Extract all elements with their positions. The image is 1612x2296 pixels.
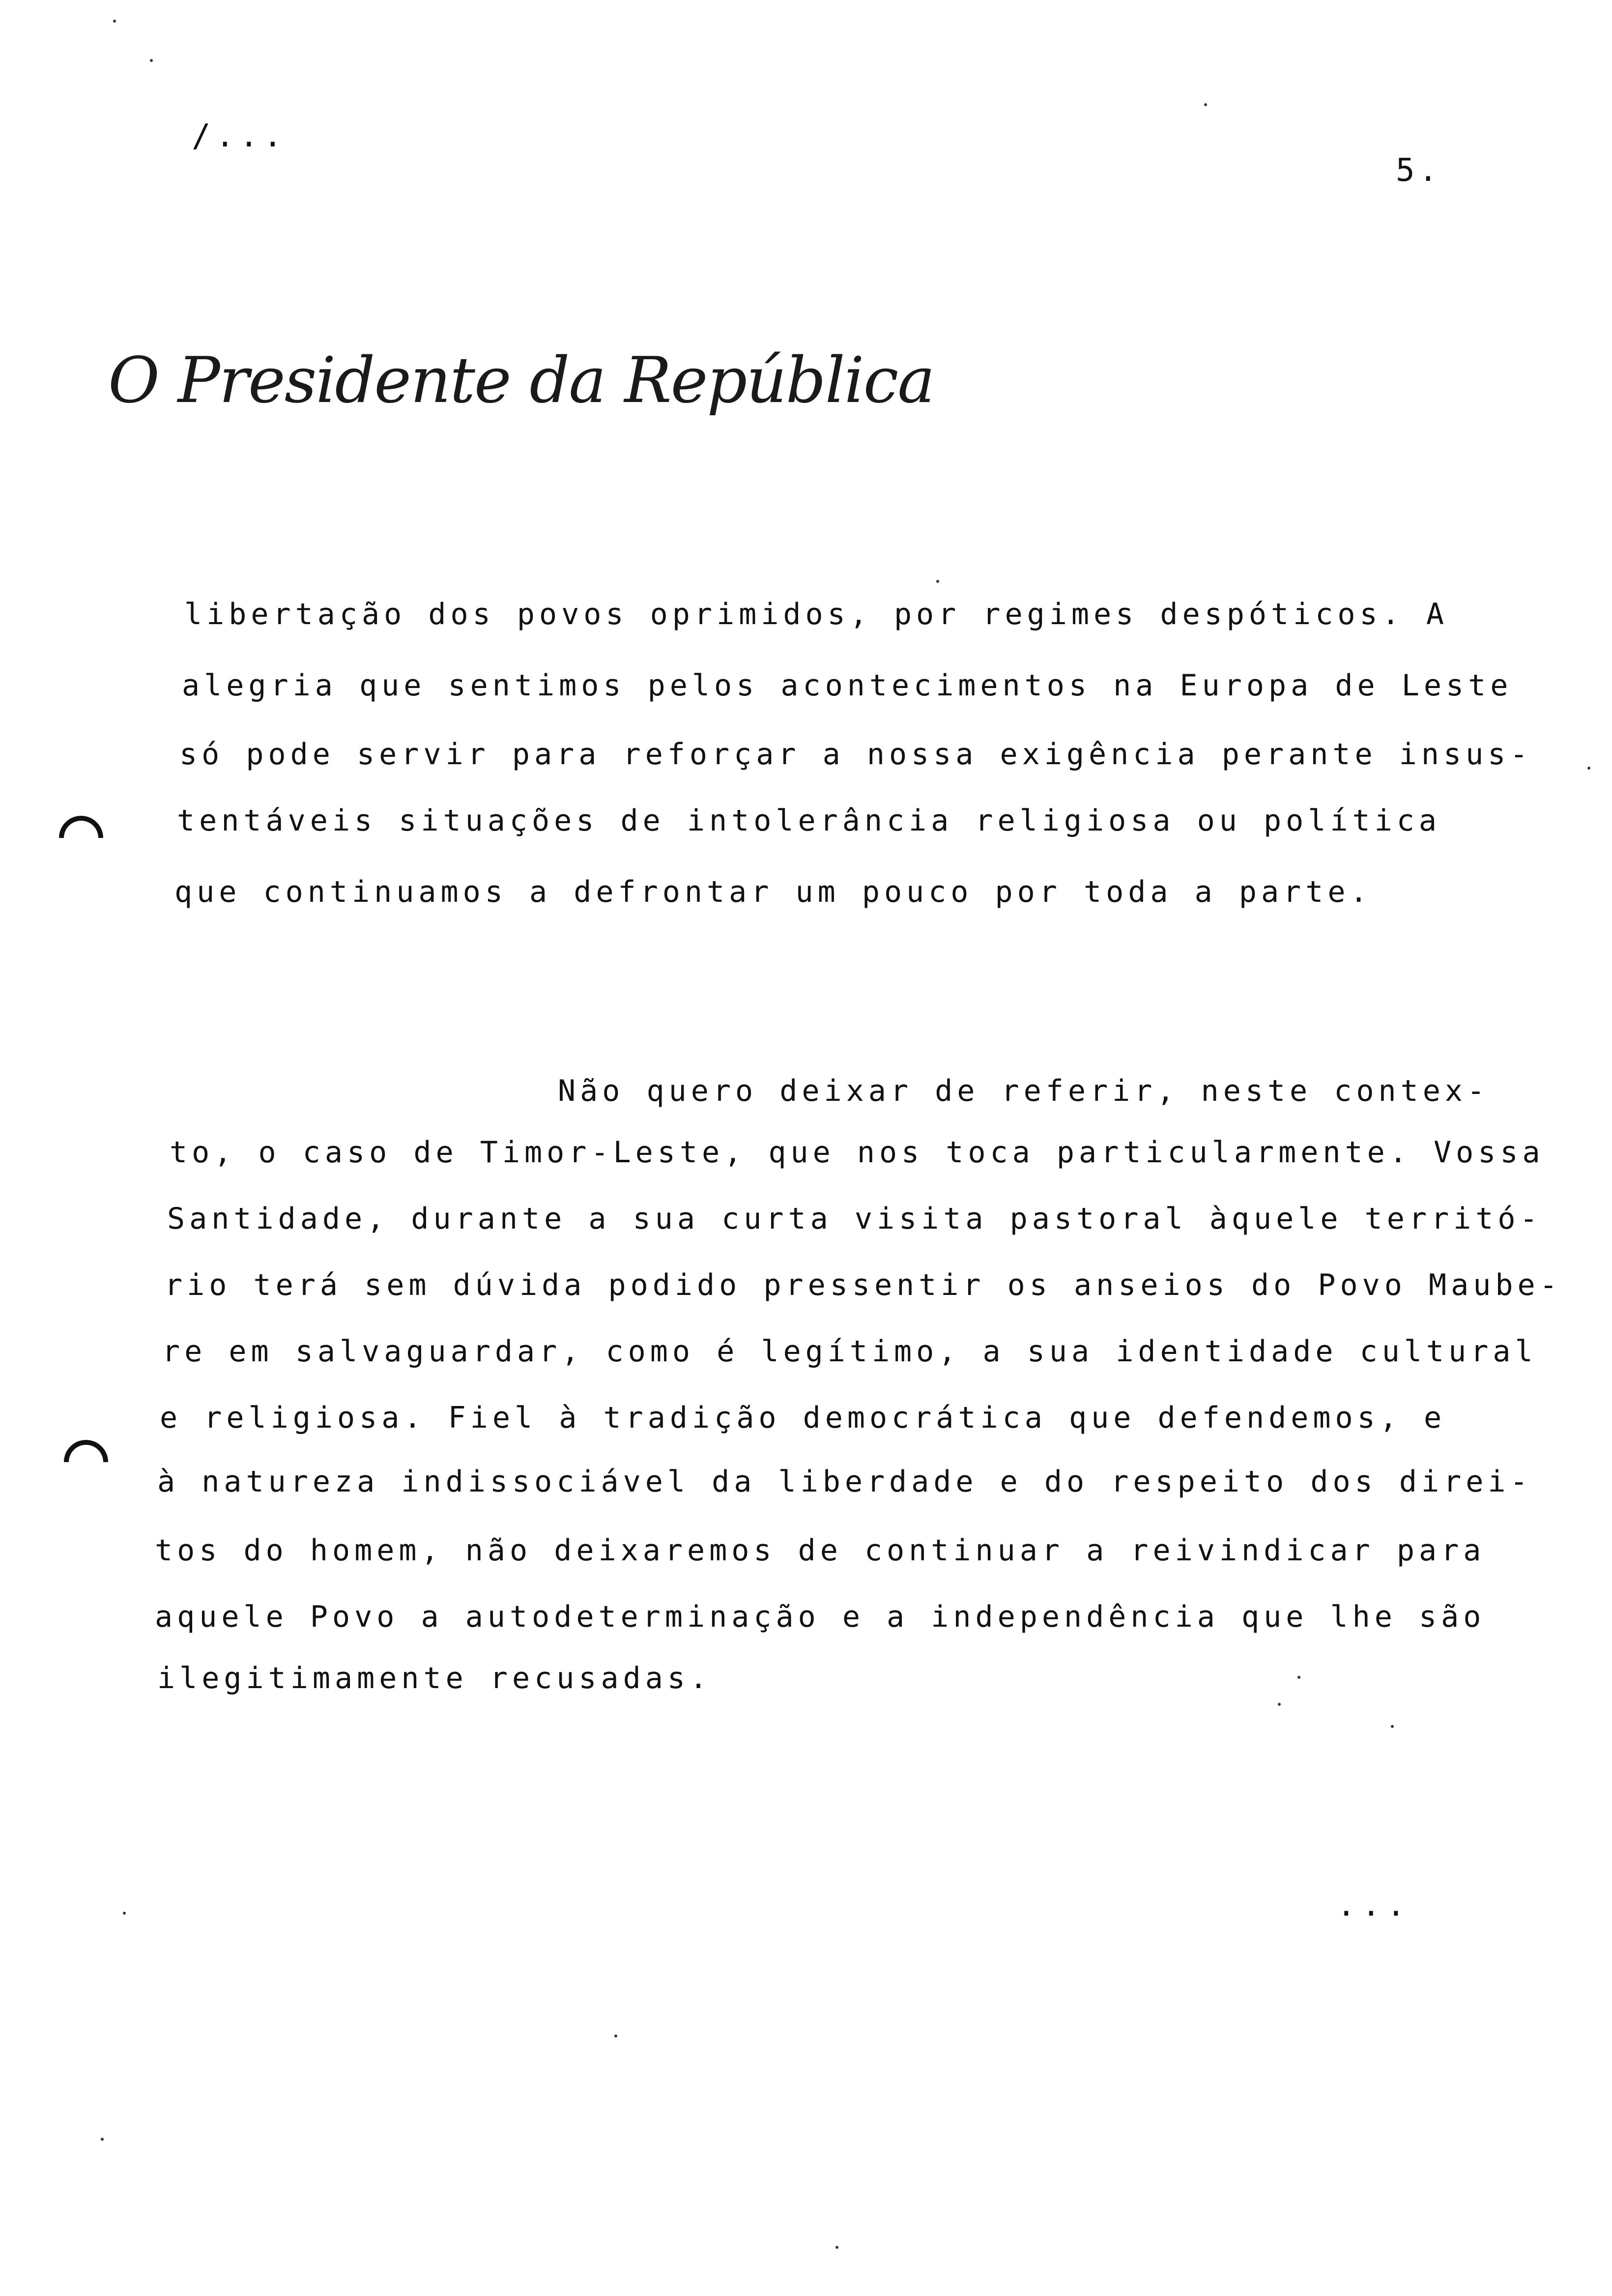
paragraph-2-line: tos do homem, não deixaremos de continuar a reivindicar para — [155, 1533, 1486, 1568]
paragraph-1-line: tentáveis situações de intolerância religiosa ou política — [177, 804, 1441, 838]
binder-hole-mark — [50, 806, 112, 869]
paragraph-2-line: à natureza indissociável da liberdade e do respeito dos direi- — [157, 1464, 1532, 1499]
scan-speck — [123, 1912, 126, 1915]
paragraph-1-line: só pode servir para reforçar a nossa exigência perante insus- — [179, 737, 1532, 772]
scan-speck — [1278, 1703, 1281, 1706]
paragraph-1-line: alegria que sentimos pelos acontecimentos na Europa de Leste — [182, 668, 1513, 703]
letterhead-title: O Presidente da República — [108, 344, 934, 417]
paragraph-2-line: re em salvaguardar, como é legítimo, a sua identidade cultural — [162, 1334, 1537, 1369]
scan-speck — [835, 2246, 838, 2249]
paragraph-1-line: libertação dos povos oprimidos, por regimes despóticos. A — [184, 597, 1449, 631]
paragraph-2-line: Não quero deixar de referir, neste contex- — [558, 1074, 1490, 1108]
scan-speck — [1587, 767, 1590, 770]
scan-speck — [1204, 103, 1207, 106]
paragraph-2-line: to, o caso de Timor-Leste, que nos toca particularmente. Vossa — [170, 1135, 1545, 1170]
paragraph-1-line: que continuamos a defrontar um pouco por toda a parte. — [174, 875, 1372, 909]
scan-speck — [101, 2138, 104, 2141]
scan-speck — [614, 2035, 617, 2038]
continuation-ellipsis: ... — [1337, 1887, 1411, 1923]
scan-speck — [1297, 1676, 1300, 1679]
binder-hole-mark — [55, 1431, 117, 1493]
scan-speck — [150, 59, 153, 62]
paragraph-2-line: Santidade, durante a sua curta visita pastoral àquele territó- — [167, 1202, 1542, 1236]
scan-speck — [936, 580, 939, 583]
paragraph-2-line: aquele Povo a autodeterminação e a independência que lhe são — [155, 1600, 1486, 1634]
scan-speck — [1391, 1725, 1394, 1728]
paragraph-2-line: rio terá sem dúvida podido pressentir os anseios do Povo Maube- — [165, 1268, 1562, 1302]
page-number: 5. — [1396, 152, 1442, 189]
paragraph-2-line: ilegitimamente recusadas. — [157, 1661, 712, 1695]
paragraph-2-line: e religiosa. Fiel à tradição democrática que defendemos, e — [160, 1401, 1446, 1435]
scan-speck — [113, 20, 116, 23]
continuation-mark: /... — [192, 118, 288, 154]
